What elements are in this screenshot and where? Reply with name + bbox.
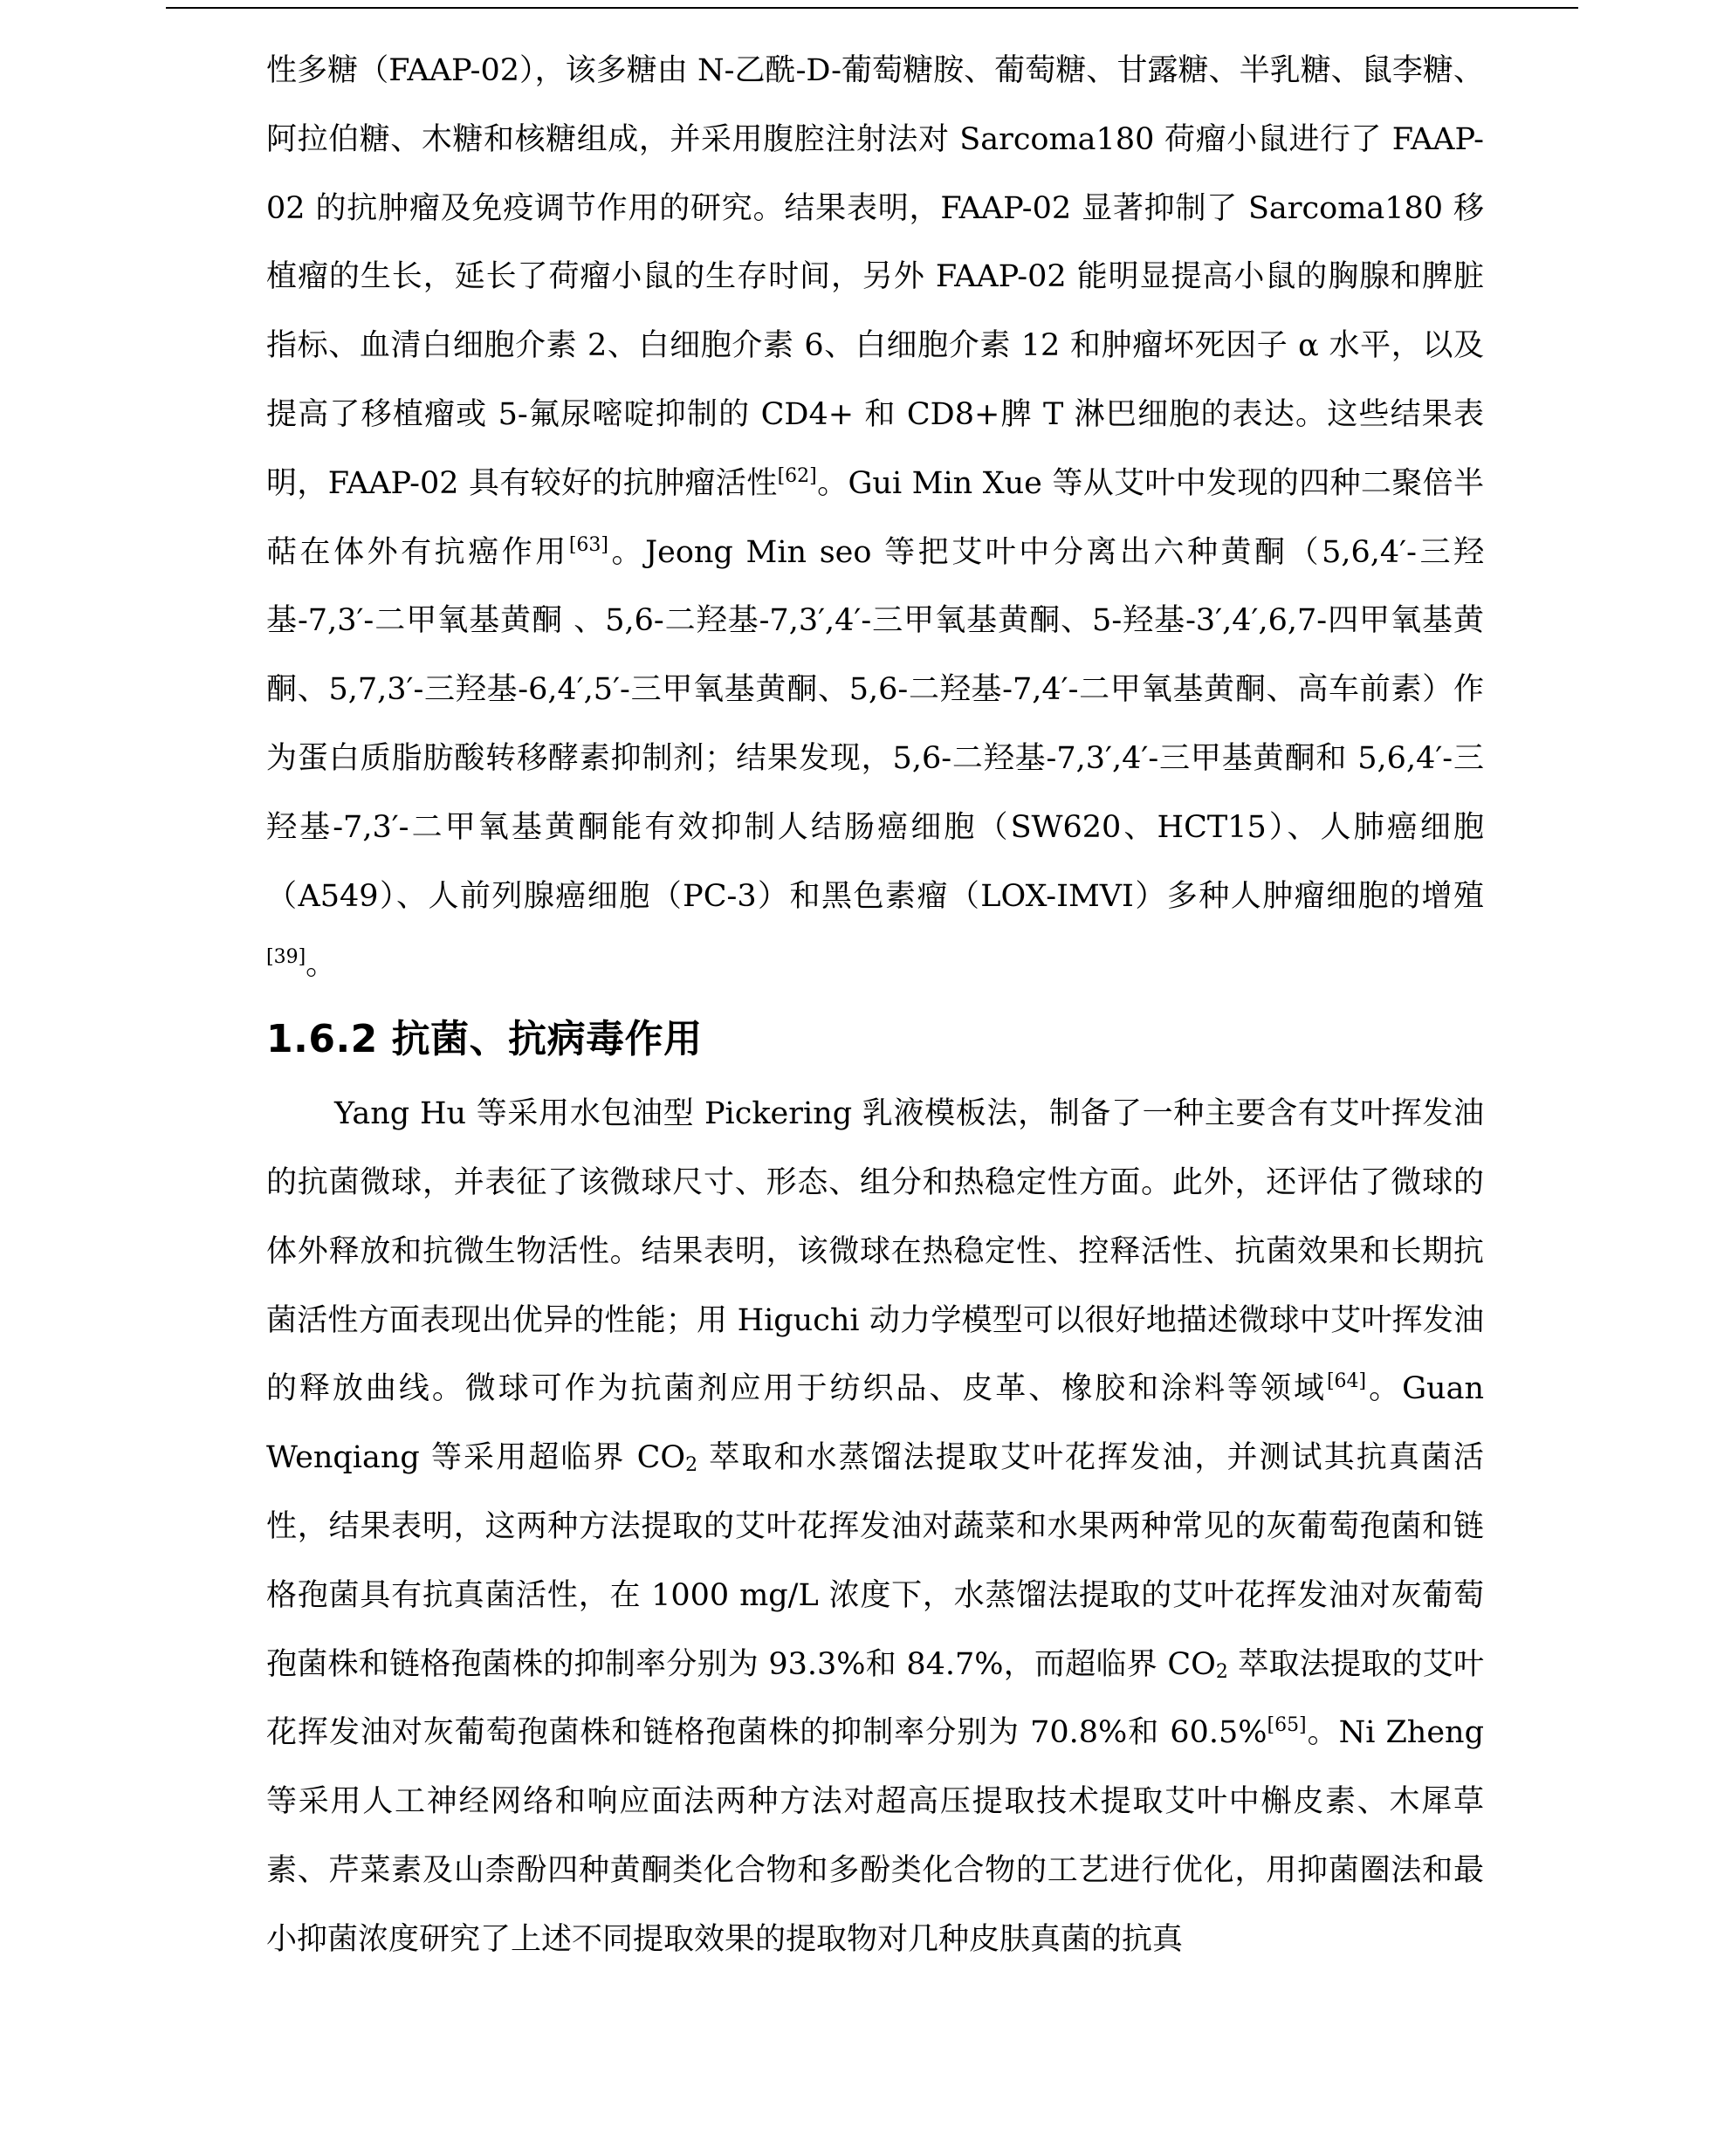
text-segment: 。Jeong Min seo 等把艾叶中分离出六种黄酮（5,6,4′-三羟基-7,3′-二甲氧基黄酮 、5,6-二羟基-7,3′,4′-三甲氧基黄酮、5-羟基-3′,4′,6,7-四甲氧基黄酮、5,7,3′-三羟基-6,4′,5′-三甲氧基黄酮、5,6-二羟基-7,4′-二甲氧基黄酮、高车前素）作为蛋白质脂肪酸转移酵素抑制剂；结果发现，5,6-二羟基-7,3′,4′-三甲基黄酮和 5,6,4′-三羟基-7,3′-二甲氧基黄酮能有效抑制人结肠癌细胞（SW620、HCT15）、人肺癌细胞（A549）、人前列腺癌细胞（PC-3）和黑色素瘤（LOX-IMVI）多种人肿瘤细胞的增殖	[266, 534, 1484, 914]
citation: [63]	[568, 533, 608, 556]
header-rule	[166, 7, 1578, 9]
text-segment: 。	[306, 947, 337, 983]
body-paragraph-antibacterial	[266, 1080, 1484, 1974]
text-segment: 萃取法提取的艾叶花挥发油对灰葡萄孢菌株和链格孢菌株的抑制率分别为 70.8%和 60.5%	[266, 1646, 1484, 1751]
citation: [64]	[1326, 1370, 1367, 1393]
citation: [65]	[1267, 1714, 1307, 1737]
citation: [62]	[777, 464, 817, 487]
text-segment: 。Guan Wenqiang 等采用超临界 CO	[266, 1371, 1484, 1476]
body-paragraph-antitumor	[266, 37, 1484, 999]
citation: [39]	[266, 946, 306, 969]
page-content	[266, 37, 1484, 1974]
text-segment: 萃取和水蒸馏法提取艾叶花挥发油，并测试其抗真菌活性，结果表明，这两种方法提取的艾叶花挥发油对蔬菜和水果两种常见的灰葡萄孢菌和链格孢菌具有抗真菌活性，在 1000 mg/L 浓度下，水蒸馏法提取的艾叶花挥发油对灰葡萄孢菌株和链格孢菌株的抑制率分别为 93.3%和 84.7%，而超临界 CO	[266, 1440, 1484, 1682]
text-segment: Yang Hu 等采用水包油型 Pickering 乳液模板法，制备了一种主要含有艾叶挥发油的抗菌微球，并表征了该微球尺寸、形态、组分和热稳定性方面。此外，还评估了微球的体外释放和抗微生物活性。结果表明，该微球在热稳定性、控释活性、抗菌效果和长期抗菌活性方面表现出优异的性能；用 Higuchi 动力学模型可以很好地描述微球中艾叶挥发油的释放曲线。微球可作为抗菌剂应用于纺织品、皮革、橡胶和涂料等领域	[266, 1096, 1484, 1407]
subscript: 2	[1215, 1660, 1228, 1683]
text-segment: 。Ni Zheng 等采用人工神经网络和响应面法两种方法对超高压提取技术提取艾叶中槲皮素、木犀草素、芹菜素及山柰酚四种黄酮类化合物和多酚类化合物的工艺进行优化，用抑菌圈法和最小抑菌浓度研究了上述不同提取效果的提取物对几种皮肤真菌的抗真	[266, 1715, 1484, 1957]
section-heading: 1.6.2 抗菌、抗病毒作用	[266, 1017, 703, 1062]
text-segment: 性多糖（FAAP-02），该多糖由 N-乙酰-D-葡萄糖胺、葡萄糖、甘露糖、半乳糖、鼠李糖、阿拉伯糖、木糖和核糖组成，并采用腹腔注射法对 Sarcoma180 荷瘤小鼠进行了 FAAP-02 的抗肿瘤及免疫调节作用的研究。结果表明，FAAP-02 显著抑制了 Sarcoma180 移植瘤的生长，延长了荷瘤小鼠的生存时间，另外 FAAP-02 能明显提高小鼠的胸腺和脾脏指标、血清白细胞介素 2、白细胞介素 6、白细胞介素 12 和肿瘤坏死因子 α 水平，以及提高了移植瘤或 5-氟尿嘧啶抑制的 CD4+ 和 CD8+脾 T 淋巴细胞的表达。这些结果表明，FAAP-02 具有较好的抗肿瘤活性	[266, 53, 1484, 501]
subscript: 2	[685, 1454, 698, 1477]
text-segment: 。Gui Min Xue 等从艾叶中发现的四种二聚倍半萜在体外有抗癌作用	[266, 465, 1484, 570]
